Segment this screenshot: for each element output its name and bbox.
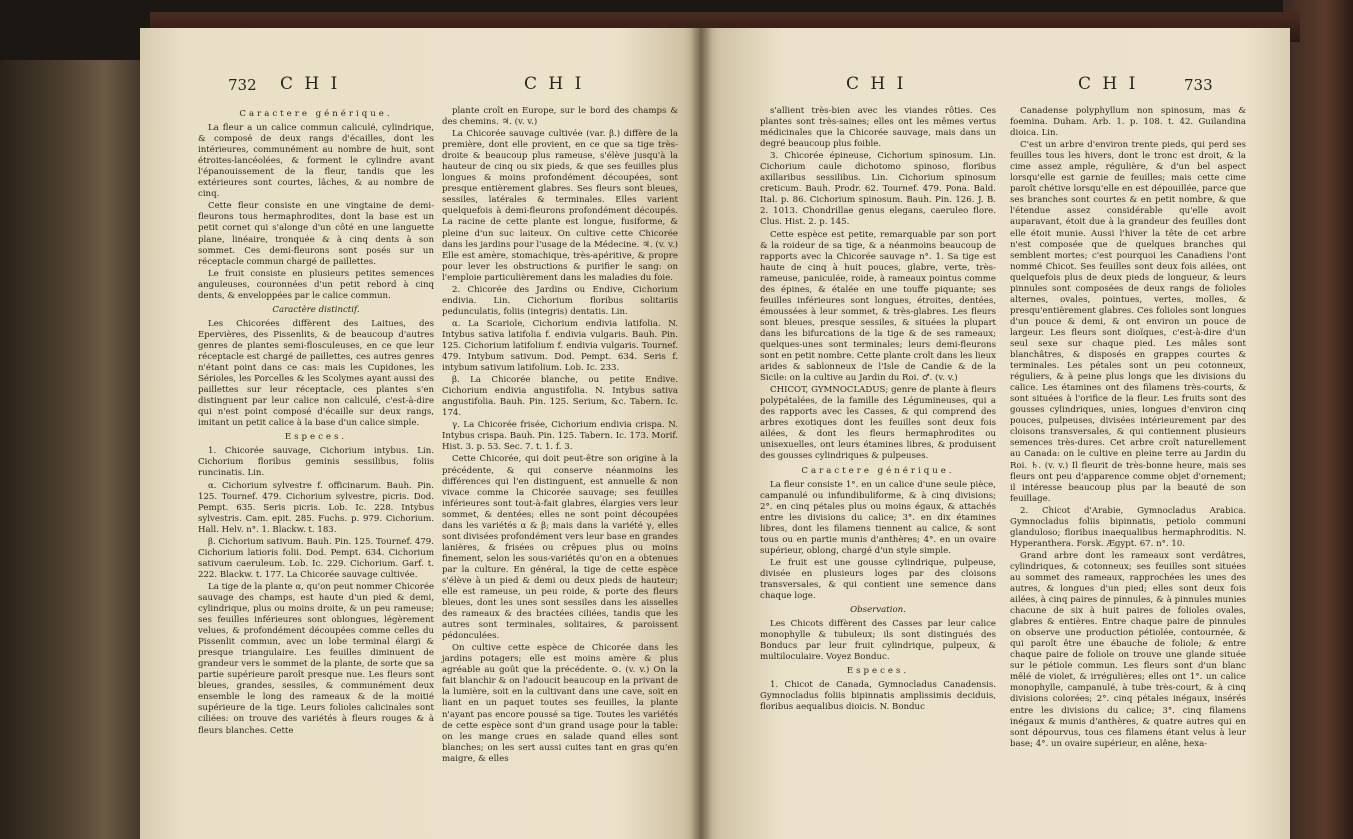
left-page bbox=[140, 28, 700, 839]
section-heading: Caractere générique. bbox=[801, 465, 955, 476]
paragraph: 2. Chicorée des Jardins ou Endive, Cichorium endivia. Lin. Cichorium floribus solitariis pedunculatis, foliis (integris) dentatis. Lin. bbox=[442, 284, 678, 317]
headword: C H I bbox=[1078, 74, 1139, 94]
paragraph: Cette fleur consiste en une vingtaine de demi-fleurons tous hermaphrodites, dont la base est un petit cornet qui s'alonge d'un côté en une languette plane, linéaire, tronquée & à cinq dents à son sommet. Ces demi-fleurons sont posés sur un réceptacle commun chargé de paillettes. bbox=[198, 201, 434, 267]
paragraph: s'allient très-bien avec les viandes rôties. Ces plantes sont très-saines; elles ont les mêmes vertus médicinales que la Chicorée sauvage, mais dans un degré beaucoup plus foible. bbox=[760, 106, 996, 150]
right-page bbox=[700, 28, 1290, 839]
paragraph: La fleur consiste 1°. en un calice d'une seule pièce, campanulé ou infundibuliforme, & à cinq divisions; 2°. en cinq pétales plus ou moins égaux, & attachés entre les divisions du calice; 3°. en dix étamines libres, dont les filamens tiennent au calice, & sont tous ou en partie munis d'anthères; 4°. en un ovaire supérieur, oblong, chargé d'un style simple. bbox=[760, 479, 996, 556]
paragraph: CHICOT, GYMNOCLADUS; genre de plante à fleurs polypétalées, de la famille des Légumineuses, qui a des rapports avec les Casses, & qui comprend des arbres exotiques dont les feuilles sont deux fois ailées, & dont les fleurs hermaphrodites ou unisexuelles, ont leurs étamines libres, & produisent des gousses cylindriques & pulpeuses. bbox=[760, 385, 996, 462]
headword: C H I bbox=[280, 74, 341, 94]
book-edge-left bbox=[0, 60, 150, 839]
paragraph: Grand arbre dont les rameaux sont verdâtres, cylindriques, & cotonneux; ses feuilles sont situées au sommet des rameaux, rapprochées les unes des autres, & longues d'un pied; elles sont deux fois ailées, à cinq paires de pinnules, & à pinnules munies chacune de six à huit paires de folioles ovales, glabres & entières. Entre chaque paire de pinnules on observe une production pétiolée, contournée, & qui paroît être une ébauche de foliole; & entre chaque paire de foliole on trouve une glande située sur le pétiole commun. Les fleurs sont d'un blanc mêlé de violet, & irrégulières; elles ont 1°. un calice monophylle, campanulé, à tube très-court, & à cinq divisions colorées; 2°. cinq pétales inégaux, insérés entre les divisions du calice; 3°. cinq filamens inégaux & munis d'anthères, & quatre autres qui en sont dépourvus, tous ces filamens étant velus à leur base; 4°. un ovaire supérieur, en alêne, hexa- bbox=[1010, 550, 1246, 749]
right-running-head bbox=[700, 74, 1290, 96]
paragraph: 3. Chicorée épineuse, Cichorium spinosum. Lin. Cichorium caule dichotomo spinoso, floribus axillaribus sessilibus. Lin. Cichorium spinosum creticum. Bauh. Prodr. 62. Tournef. 479. Pona. Bald. Ital. p. 86. Cichorium spinosum. Bauh. Pin. 126. J. B. 2. 1013. Chondrillae genus elegans, caeruleo flore. Clus. Hist. 2. p. 145. bbox=[760, 151, 996, 228]
page-number: 733 bbox=[1184, 76, 1213, 94]
section-heading: Especes. bbox=[284, 432, 348, 443]
paragraph: α. La Scariole, Cichorium endivia latifolia. N. Intybus sativa latifolia f. endivia vulgaris. Bauh. Pin. 125. Cichorium latifolium f. endivia vulgaris. Tournef. 479. Intybum sativum. Dod. Pempt. 634. Seris f. intybum sativum latifolium. Lob. Ic. 233. bbox=[442, 318, 678, 374]
paragraph: C'est un arbre d'environ trente pieds, qui perd ses feuilles tous les hivers, dont le tronc est droit, & la cime assez ample, régulière, & d'un bel aspect lorsqu'elle est garnie de feuilles; mais cette cime paroît chétive lorsqu'elle en est dépouillée, parce que ses branches sont courtes & en petit nombre, & que l'étendue assez considérable qu'elle avoit auparavant, étoit due à la grandeur des feuilles dont elle étoit munie. Aussi l'hiver la tête de cet arbre n'est composée que de quelques branches qui semblent mortes; c'est pourquoi les Canadiens l'ont nommé Chicot. Ses feuilles sont deux fois ailées, ont quelquefois plus de deux pieds de longueur, & leurs pinnules sont composées de deux rangs de folioles alternes, ovales, pointues, vertes, molles, & presqu'entièrement glabres. Ces folioles sont longues d'un pouce & demi, & ont environ un pouce de largeur. Les fleurs sont dioïques, c'est-à-dire d'un seul sexe sur chaque pied. Les mâles sont blanchâtres, & disposés en grappes courtes & terminales. Les pétales sont un peu cotonneux, réguliers, & à peine plus longs que les divisions du calice. Les étamines ont des filamens très-courts, & sont situées à l'orifice de la fleur. Les fruits sont des gousses cylindriques, unies, longues d'environ cinq pouces, pulpeuses, divisées intérieurement par des cloisons transversales, & qui contiennent plusieurs semences très-dures. Cet arbre croît naturellement au Canada: on le cultive en pleine terre au Jardin du Roi. ♄. (v. v.) Il fleurit de très-bonne heure, mais ses fleurs ont peu d'apparence comme objet d'ornement; il intéresse beaucoup plus par la beauté de son feuillage. bbox=[1010, 140, 1246, 504]
section-heading: Caractere générique. bbox=[239, 109, 393, 119]
headword: C H I bbox=[524, 74, 585, 94]
paragraph: Cette Chicorée, qui doit peut-être son origine à la précédente, & qui conserve néanmoins les différences qui l'en distinguent, est annuelle & non vivace comme la Chicorée sauvage; ses feuilles inférieures sont tout-à-fait glabres, élargies vers leur sommet, & dentées; elles ne sont point découpées dans les variétés α & β; mais dans la variété γ, elles sont divisées profondément vers leur base en grandes lanières, & frisées ou crêpues plus ou moins finement, selon les sous-variétés qu'on en a obtenues par la culture. En général, la tige de cette espèce s'élève à un pied & demi ou deux pieds de hauteur; elle est rameuse, un peu roide, & porte des fleurs bleues, dont les unes sont sessiles dans les aisselles des rameaux & des bractées ciliées, tandis que les autres sont terminales, solitaires, & paroissent pédonculées. bbox=[442, 454, 678, 642]
paragraph: 1. Chicot de Canada, Gymnocladus Canadensis. Gymnocladus foliis bipinnatis amplissimis deciduis, floribus aequalibus dioicis. N. Bonduc bbox=[760, 680, 996, 713]
subheading: Observation. bbox=[850, 605, 906, 616]
book-edge-right bbox=[1283, 0, 1353, 839]
paragraph: Les Chicots diffèrent des Casses par leur calice monophylle & tubuleux; ils sont distingués des Bonducs par leur fruit cylindrique, pulpeux, & multiloculaire. Voyez Bonduc. bbox=[760, 619, 996, 663]
subheading: Caractère distinctif. bbox=[272, 304, 360, 315]
paragraph: γ. La Chicorée frisée, Cichorium endivia crispa. N. Intybus crispa. Bauh. Pin. 125. Tabern. Ic. 173. Morif. Hist. 3. p. 53. Sec. 7. t. 1. f. 3. bbox=[442, 420, 678, 453]
paragraph: Cette espèce est petite, remarquable par son port & la roideur de sa tige, & a néanmoins beaucoup de rapports avec la Chicorée sauvage n°. 1. Sa tige est haute de cinq à huit pouces, glabre, verte, très-rameuse, paniculée, roide, à rameaux pointus comme des épines, & étalée en une touffe piquante; ses feuilles inférieures sont longues, étroites, dentées, émoussées à leur sommet, & très-glabres. Les fleurs sont bleues, presque sessiles, & situées la plupart dans les bifurcations de la tige & de ses rameaux; quelques-unes sont terminales; leurs demi-fleurons sont en petit nombre. Cette plante croît dans les lieux arides & sablonneux de l'Isle de Candie & de la Sicile: on la cultive au Jardin du Roi. ♂. (v. v.) bbox=[760, 229, 996, 384]
paragraph: α. Cichorium sylvestre f. officinarum. Bauh. Pin. 125. Tournef. 479. Cichorium sylvestre, picris. Dod. Pempt. 635. Seris picris. Lob. Ic. 228. Intybus sylvestris. Cam. epit. 285. Fuchs. p. 979. Cichorium. Hall. Helv. n°. 1. Blackw. t. 183. bbox=[198, 480, 434, 535]
paragraph: β. Cichorium sativum. Bauh. Pin. 125. Tournef. 479. Cichorium latioris folii. Dod. Pempt. 634. Cichorium sativum caeruleum. Lob. Ic. 229. Cichorium. Garf. t. 222. Blackw. t. 177. La Chicorée sauvage cultivée. bbox=[198, 536, 434, 580]
paragraph: Canadense polyphyllum non spinosum, mas & foemina. Duham. Arb. 1. p. 108. t. 42. Guilandina dioica. Lin. bbox=[1010, 106, 1246, 139]
paragraph: La tige de la plante α, qu'on peut nommer Chicorée sauvage des champs, est haute d'un pied & demi, cylindrique, plus ou moins droite, & un peu rameuse; ses feuilles inférieures sont oblongues, légèrement velues, & profondément découpées comme celles du Pissenlit commun, avec un lobe terminal élargi & presque triangulaire. Les feuilles diminuent de grandeur vers le sommet de la plante, de sorte que sa partie supérieure paroît presque nue. Les fleurs sont bleues, grandes, sessiles, & communément deux ensemble le long des rameaux & de la moitié supérieure de la tige. Leurs folioles calicinales sont ciliées: on trouve des variétés à fleurs rouges & à fleurs blanches. Cette bbox=[198, 581, 434, 736]
text-column bbox=[442, 106, 678, 766]
text-column bbox=[1010, 106, 1246, 751]
paragraph: 2. Chicot d'Arabie, Gymnocladus Arabica. Gymnocladus foliis bipinnatis, petiolo communi glanduloso; floribus inaequalibus hermaphroditis. N. Hyperanthera. Forsk. Ægypt. 67. n°. 10. bbox=[1010, 505, 1246, 549]
paragraph: plante croît en Europe, sur le bord des champs & des chemins. ♃. (v. v.) bbox=[442, 106, 678, 128]
book-gutter bbox=[690, 28, 712, 839]
paragraph: Le fruit consiste en plusieurs petites semences anguleuses, couronnées d'un petit rebord à cinq dents, & enveloppées par le calice commun. bbox=[198, 268, 434, 301]
paragraph: 1. Chicorée sauvage, Cichorium intybus. Lin. Cichorium floribus geminis sessilibus, foliis runcinatis. Lin. bbox=[198, 446, 434, 479]
headword: C H I bbox=[846, 74, 907, 94]
paragraph: On cultive cette espèce de Chicorée dans les jardins potagers; elle est moins amère & plus agréable au goût que la précédente. ⊙. (v. v.) On la fait blanchir & on l'adoucit beaucoup en la privant de la lumière, soit en la cultivant dans une cave, soit en liant en un paquet toutes ses feuilles, la plante n'ayant pas encore poussé sa tige. Toutes les variétés de cette espèce sont d'un grand usage pour la table: on les mange crues en salade quand elles sont blanches; on les sert aussi cuites tant en gras qu'en maigre, & elles bbox=[442, 643, 678, 764]
left-running-head bbox=[140, 74, 700, 96]
page-number: 732 bbox=[228, 76, 257, 94]
text-column bbox=[760, 106, 996, 714]
text-column bbox=[198, 106, 434, 738]
section-heading: Especes. bbox=[846, 666, 910, 677]
paragraph: Le fruit est une gousse cylindrique, pulpeuse, divisée en plusieurs loges par des cloisons transversales, & qui contient une semence dans chaque loge. bbox=[760, 557, 996, 602]
paragraph: La fleur a un calice commun caliculé, cylindrique, & composé de deux rangs d'écailles, dont les intérieures, communément au nombre de huit, sont étroites-lancéolées, & forment le cylindre avant l'épanouissement de la fleur, tandis que les extérieures sont courtes, lâches, & au nombre de cinq. bbox=[198, 123, 434, 200]
paragraph: β. La Chicorée blanche, ou petite Endive. Cichorium endivia angustifolia. N. Intybus sativa angustifolia. Bauh. Pin. 125. Serium, &c. Tabern. Ic. 174. bbox=[442, 375, 678, 419]
paragraph: La Chicorée sauvage cultivée (var. β.) diffère de la première, dont elle provient, en ce que sa tige très-droite & beaucoup plus rameuse, s'élève jusqu'à la hauteur de cinq ou six pieds, & que ses feuilles plus longues & moins profondément découpées, sont presque entièrement glabres. Ses fleurs sont bleues, sessiles, latérales & terminales. Elles varient quelquefois à demi-fleurons profondément découpés. La racine de cette plante est longue, fusiforme, & pleine d'un suc laiteux. On cultive cette Chicorée dans les jardins pour l'usage de la Médecine. ♃. (v. v.) Elle est amère, stomachique, très-apéritive, & propre pour lever les obstructions & purifier le sang: on l'emploie particulièrement dans les maladies du foie. bbox=[442, 129, 678, 283]
paragraph: Les Chicorées diffèrent des Laitues, des Epervières, des Pissenlits, & de beaucoup d'autres genres de plantes semi-flosculeuses, en ce que leur réceptacle est chargé de paillettes, ces autres genres n'étant point dans ce cas: mais les Cupidones, les Sérioles, les Porcelles & les Scolymes ayant aussi des paillettes sur leur réceptacle, ces plantes s'en distinguent par leur calice non caliculé, c'est-à-dire qui n'est point composé d'écaille sur deux rangs, imitant un petit calice à la base d'un calice simple. bbox=[198, 318, 434, 429]
